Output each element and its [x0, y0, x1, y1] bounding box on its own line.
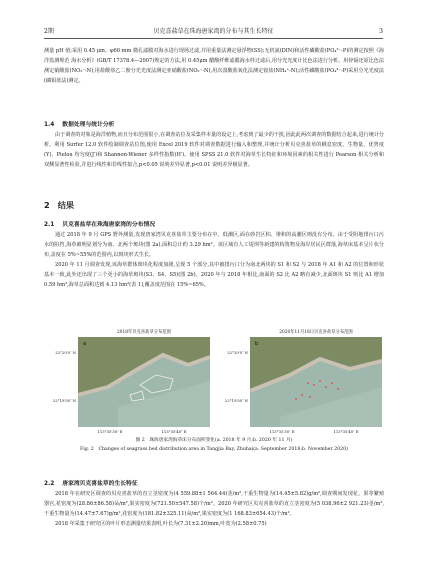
- page-number: 3: [379, 28, 383, 35]
- stats-paragraph-block: [44, 130, 384, 170]
- growth-paragraph-1: 2018 年在研究区调查的贝克喜盐草的直立茎密度为(4 559.88±1 564.44)茎/m²,干重生物量为(14.45±5.82)g/m²,调查期间发现花、果等繁殖器官,花密度为(28.86±86.58)朵/m²,果实密度为(721.50±547.58)个/m²。2020 年研究区贝克喜盐草的直立茎密度为(5 038.96±2 921.23)茎/m²,干重生物量为(14.47±7.67)g/m²,花密度为(181.82±325.11)朵/m²,果实密度为(1 168.83±654.43)个/m²。: [44, 491, 384, 518]
- growth-paragraph-2: 2018 年采集于研究区的叶片形态测量结果表明,叶长为(7.31±2.20)mm,叶宽为(2.58±0.75): [55, 521, 267, 528]
- section-number: 1.4: [44, 122, 55, 128]
- map-b-y-tick: 22°19′50″ N: [224, 398, 248, 403]
- growth-paragraphs: [44, 489, 384, 529]
- map-a-image: [78, 337, 210, 427]
- running-title: 贝克喜盐草在珠海唐家湾的分布与其生长特征: [153, 28, 274, 35]
- section-title: 贝克喜盐草在珠海唐家湾的分布情况: [62, 222, 156, 228]
- section-heading-2: [44, 200, 74, 211]
- map-a-x-tick: 113°35′40″ E: [161, 429, 187, 434]
- svg-text:b: b: [255, 341, 259, 347]
- section-heading-1-4: [44, 119, 114, 128]
- distribution-paragraph-2: 2020 年 11 月调查发现,该海草群体斑块化程度加剧,呈现 5 个部分,其中被排污口分为南北两块的 S1 和 S2 与 2018 年 A1 和 A2 的位置和形状基本一致,此外还出现了三个更小的海草斑块(S3、S4、S5)(图 2b)。2020 年与 2018 年相比,南面的 S2 比 A2 略有减少,北面斑块 S1 则比 A1 增加 0.59 hm²,海草总面积达到 4.13 hm²(表 1),覆盖度范围在 15%~65%。: [44, 262, 384, 289]
- issue-number: 2期: [44, 28, 54, 35]
- svg-text:a: a: [83, 341, 87, 347]
- distribution-paragraphs: [44, 230, 384, 291]
- section-title: 唐家湾贝克喜盐草的生长特征: [62, 481, 138, 487]
- map-b-image: [250, 337, 382, 427]
- section-title: 结果: [57, 200, 75, 210]
- map-b-title: 2020年11月18日贝克喜盐草分布范围: [279, 330, 353, 335]
- methods-paragraph: 测量 pH 值;采用 0.45 μm、φ60 mm 微孔滤膜对海水进行现场过滤,并用重量法测定悬浮物(SS);无机氮(DIN)和活性磷酸盐(PO₄³⁻-P)的测定按照《海洋监测规范 海水分析》(GB/T 17378.4—2007)规定的方法,用 0.45μm 醋酸纤维滤膜海水样过滤后,用分光光度计比色法进行分析。用锌镉还原比色法测定硝酸盐(NO₃⁻-N),用盐酸萘乙二胺分光光度法测定亚硝酸盐(NO₂⁻-N),用次溴酸盐氧化法测定铵盐(NH₄⁺-N);活性磷酸盐(PO₄³⁻-P)采用分光光度法(磷钼蓝法)测定。: [44, 48, 384, 85]
- section-title: 数据处理与统计分析: [62, 122, 115, 128]
- figure-caption-cn: 图 2 珠海唐家湾海草床分布面积变化(a. 2018 年 9 月;b. 2020 年 11 月): [135, 438, 293, 443]
- map-a-title: 2018年贝克喜盐草分布范围: [117, 330, 171, 335]
- section-number: 2: [44, 200, 50, 210]
- map-b-y-tick: 22°20′0″ N: [227, 350, 248, 355]
- section-heading-2-2: [44, 478, 138, 487]
- map-a-y-tick: 22°20′0″ N: [55, 350, 76, 355]
- running-header: [44, 26, 383, 39]
- distribution-paragraph-1: 通过 2018 年 9 月 GPS 野外测量,发现唐家湾贝克喜盐草主要分布在中、低潮区,面在砂岩区积、堆积的高潮区则没有分布。由于受阻地排污口污水的阻挡,海草被明显划分为南、北两个斑块(图 2a),面积总计约 3.29 hm²。该区域有人工堤坝等新建的构筑物及海岸居民区群落,海草床基本呈片状分布,盖度在 5%~55%的范围内,以斑块形式生长。: [44, 232, 384, 259]
- map-b-2020: [250, 337, 382, 427]
- map-b-x-tick: 113°35′40″ E: [333, 429, 359, 434]
- figure-2: [44, 329, 384, 455]
- section-number: 2.1: [44, 222, 55, 228]
- stats-paragraph: 由于调查的对象是海洋植物,而且分布范围很小,在调查站位及采集样本量的设定上,考虑到了最少的干扰,因此此两次调查的数据结合起来,进行统计分析。利用 Surfer 12.0 软件绘制调查站位图,使用 Excel 2019 软件对调查数据进行输入和整理,并统计分析贝克喜盐草的栖息密度、生物量、优势度(Y)、Pielou 均匀度(J′)和 Shannon-Wiener 多样性指数(H′)。使用 SPSS 21.0 软件对海草生长特征和环境因素的相关性进行 Pearson 相关分析和双侧显著性检验,并进行线性和非线性拟合,p<0.05 说明差异显著,p<0.01 说明差异极显著。: [44, 132, 385, 169]
- methods-paragraph-block: [44, 46, 384, 86]
- map-a-x-tick: 113°35′30″ E: [97, 429, 123, 434]
- map-a-y-tick: 22°19′50″ N: [52, 398, 76, 403]
- section-heading-2-1: [44, 219, 155, 228]
- figure-caption-en: Fig. 2 Changes of seagrass bed distribution area in Tangjia Bay, Zhuhai(a. September 2018;b. November 2020): [80, 447, 348, 452]
- map-b-x-tick: 113°35′30″ E: [269, 429, 295, 434]
- section-number: 2.2: [44, 481, 55, 487]
- map-a-2018: [78, 337, 210, 427]
